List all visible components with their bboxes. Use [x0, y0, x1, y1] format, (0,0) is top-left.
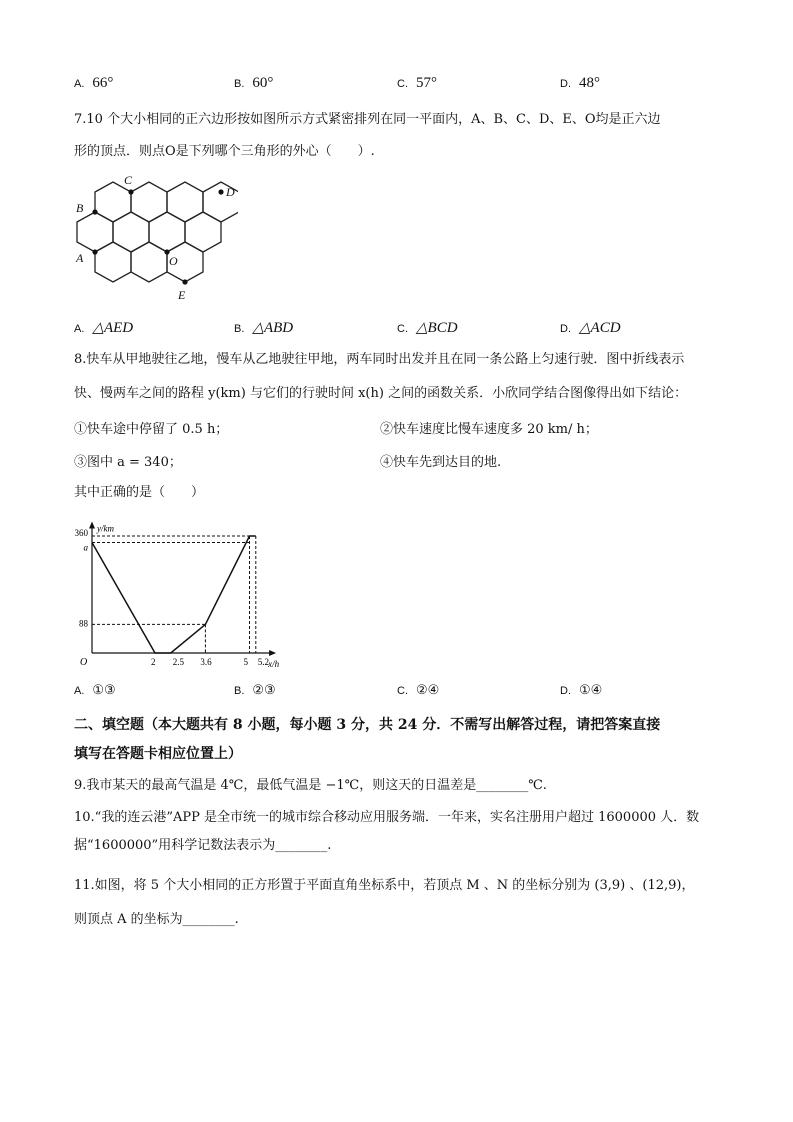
label-a: A — [76, 251, 84, 265]
hexagon — [77, 212, 113, 252]
x-tick-label: 5 — [243, 657, 248, 667]
q6-option-a: A. 66° — [74, 75, 114, 91]
q7-stem-line2: 形的顶点．则点O是下列哪个三角形的外心（ ）. — [74, 144, 375, 159]
q8-conclusion-4: ④快车先到达目的地. — [380, 455, 502, 470]
q6-option-d: D. 48° — [560, 75, 600, 91]
y-tick-label: 88 — [79, 618, 88, 629]
vertex-points — [92, 189, 223, 284]
q10-line2: 据“1600000”用科学记数法表示为________. — [74, 838, 332, 853]
q11-line2: 则顶点 A 的坐标为________. — [74, 912, 239, 927]
label-c: C — [124, 173, 133, 187]
q7-stem-line1: 7.10 个大小相同的正六边形按如图所示方式紧密排列在同一平面内，A、B、C、D、E、O均是正六边 — [74, 112, 661, 127]
q10-line1: 10.“我的连云港”APP 是全市统一的城市综合移动应用服务端．一年来，实名注册用户超过 1600000 人．数 — [74, 810, 700, 825]
q7-option-b: B. △ABD — [234, 320, 294, 336]
point-c — [128, 189, 133, 194]
y-axis-arrow — [89, 522, 95, 529]
q8-option-c: C. ②④ — [397, 682, 440, 697]
x-tick-label: 2 — [151, 657, 156, 667]
q8-option-a: A. ①③ — [74, 682, 116, 697]
hexagon-figure — [68, 170, 238, 305]
hexagon — [95, 182, 131, 222]
origin-label: O — [80, 657, 88, 668]
y-tick-label: a — [83, 542, 88, 553]
label-o: O — [169, 254, 178, 268]
section-title-line1: 二、填空题（本大题共有 8 小题，每小题 3 分，共 24 分．不需写出解答过程，请把答案直接 — [74, 717, 661, 733]
x-tick-label: 2.5 — [172, 657, 184, 667]
y-axis-label: y/km — [97, 523, 114, 534]
q7-option-a: A. △AED — [74, 320, 134, 336]
q6-option-c: C. 57° — [397, 75, 437, 91]
q8-conclusion-2: ②快车速度比慢车速度多 20 km/ h； — [380, 422, 598, 437]
series-line — [92, 536, 256, 653]
x-tick-label: 3.6 — [200, 657, 212, 667]
q7-option-d: D. △ACD — [560, 320, 621, 336]
point-a — [92, 249, 97, 254]
x-axis-arrow — [269, 650, 276, 656]
q8-conclusion-3: ③图中 a = 340； — [74, 455, 182, 470]
hexagon — [167, 182, 203, 222]
point-e — [182, 279, 187, 284]
hexagon — [113, 212, 149, 252]
hexagon — [131, 242, 167, 282]
hexagon-grid — [77, 182, 221, 282]
point-d — [218, 189, 223, 194]
q9-text: 9.我市某天的最高气温是 4℃，最低气温是 −1℃，则这天的日温差是________℃. — [74, 778, 547, 793]
label-e: E — [178, 288, 186, 302]
y-tick-label: 360 — [74, 528, 88, 538]
x-axis-label: x/h — [268, 659, 280, 669]
point-b — [92, 209, 97, 214]
q8-conclusion-1: ①快车途中停留了 0.5 h； — [74, 422, 229, 437]
x-tick-label: 5.2 — [257, 657, 270, 667]
q8-question: 其中正确的是（ ） — [74, 485, 205, 500]
q7-option-c: C. △BCD — [397, 320, 458, 336]
q11-line1: 11.如图，将 5 个大小相同的正方形置于平面直角坐标系中，若顶点 M 、N 的坐标分别为 (3,9) 、(12,9)， — [74, 878, 695, 893]
hexagon — [149, 212, 185, 252]
hexagon — [185, 212, 221, 252]
q6-option-b: B. 60° — [234, 75, 274, 91]
label-d: D — [226, 185, 235, 199]
hexagon — [131, 182, 167, 222]
q8-option-b: B. ②③ — [234, 682, 276, 697]
distance-time-chart — [68, 510, 288, 670]
label-b: B — [76, 201, 84, 215]
q8-stem-line1: 8.快车从甲地驶往乙地，慢车从乙地驶往甲地，两车同时出发并且在同一条公路上匀速行驶．图中折线表示 — [74, 352, 685, 367]
q8-option-d: D. ①④ — [560, 682, 603, 697]
q8-stem-line2: 快、慢两车之间的路程 y(km) 与它们的行驶时间 x(h) 之间的函数关系．小欣同学结合图像得出如下结论： — [74, 386, 688, 401]
hexagon — [95, 242, 131, 282]
section-title-line2: 填写在答题卡相应位置上） — [74, 746, 242, 762]
